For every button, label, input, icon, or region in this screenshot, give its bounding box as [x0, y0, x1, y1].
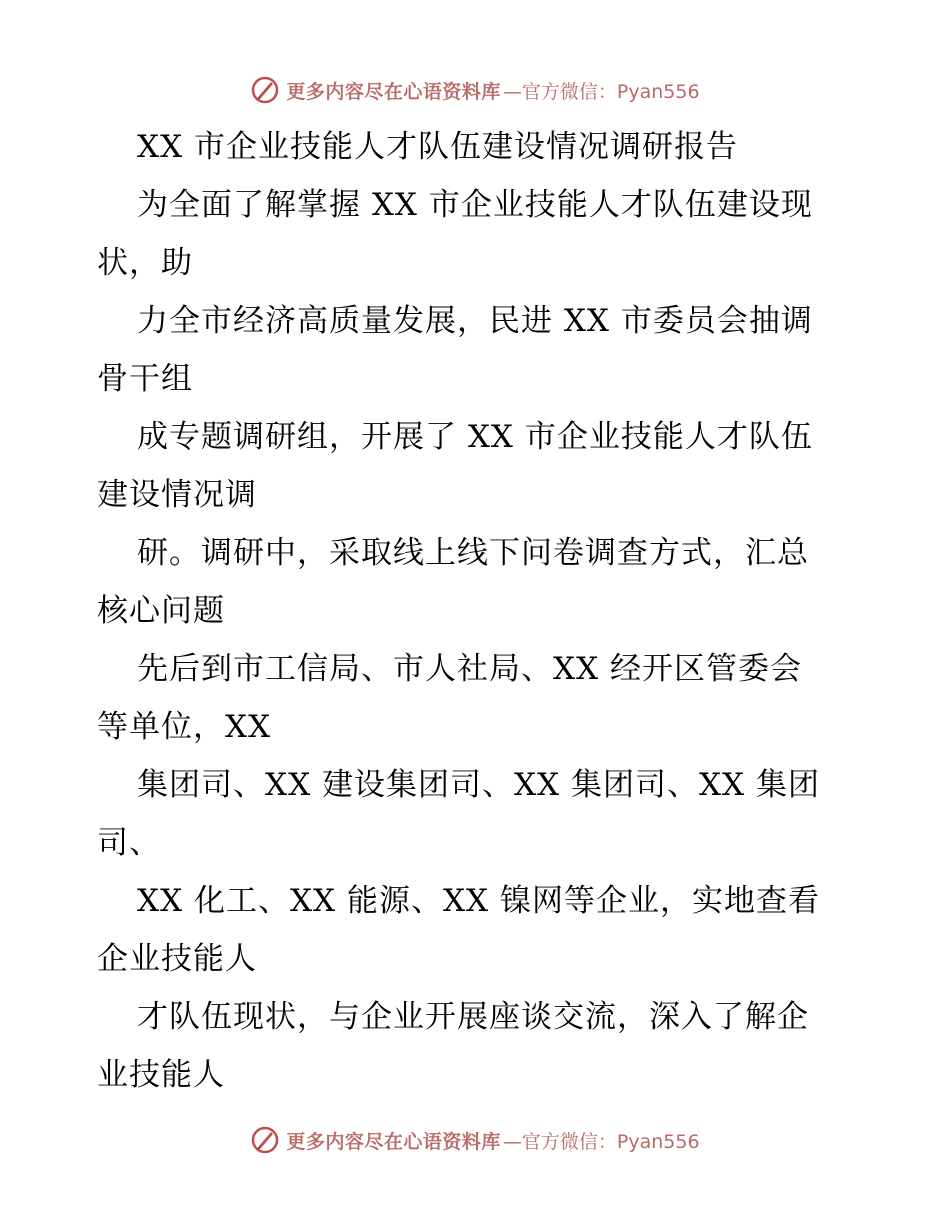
text-line: 等单位，XX	[97, 709, 272, 745]
text-line: 力全市经济高质量发展，民进 XX 市委员会抽调	[137, 303, 813, 339]
text-line: 先后到市工信局、市人社局、XX 经开区管委会	[137, 651, 802, 687]
quill-pen-logo-icon	[250, 75, 280, 105]
text-line: 才队伍现状，与企业开展座谈交流，深入了解企	[137, 999, 809, 1035]
text-line: 研。调研中，采取线上线下问卷调查方式，汇总	[137, 535, 809, 571]
text-line: 状，助	[97, 245, 193, 281]
contact-text: —官方微信：Pyan556	[502, 80, 700, 103]
brand-text: 更多内容尽在心语资料库	[286, 1130, 501, 1153]
text-line: 核心问题	[97, 593, 225, 629]
text-line: 业技能人	[97, 1057, 225, 1093]
text-line: 建设情况调	[97, 477, 257, 513]
quill-pen-logo-icon	[250, 1125, 280, 1155]
text-line: XX 化工、XX 能源、XX 镍网等企业，实地查看	[137, 883, 820, 919]
text-line: 集团司、XX 建设集团司、XX 集团司、XX 集团	[137, 767, 820, 803]
text-line: 企业技能人	[97, 941, 257, 977]
contact-text: —官方微信：Pyan556	[502, 1130, 700, 1153]
document-body	[97, 118, 867, 1104]
text-line: 骨干组	[97, 361, 193, 397]
text-line: 为全面了解掌握 XX 市企业技能人才队伍建设现	[137, 187, 813, 223]
document-title: XX 市企业技能人才队伍建设情况调研报告	[137, 129, 738, 165]
text-line: 司、	[97, 825, 161, 861]
text-line: 成专题调研组，开展了 XX 市企业技能人才队伍	[137, 419, 813, 455]
header-watermark-banner	[0, 70, 950, 110]
footer-watermark-banner	[0, 1120, 950, 1160]
brand-text: 更多内容尽在心语资料库	[286, 80, 501, 103]
